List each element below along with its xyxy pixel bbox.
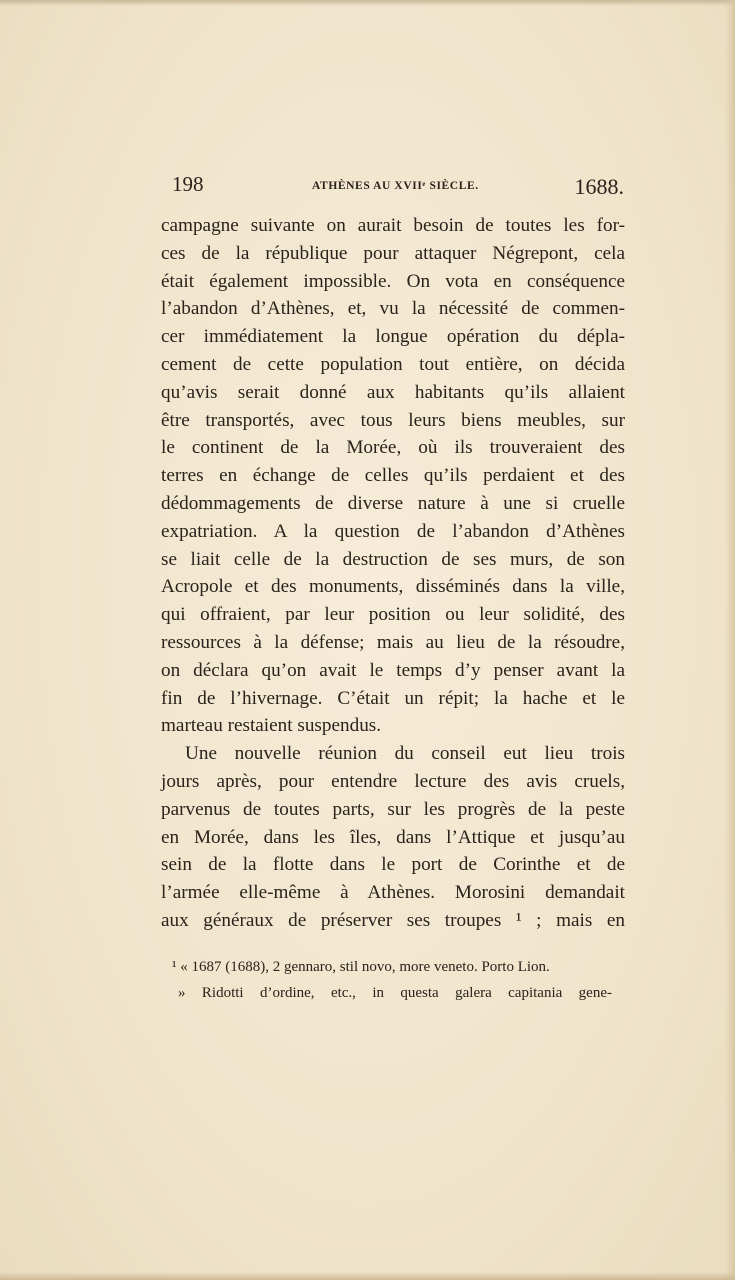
text-line: jours après, pour entendre lecture des avis cruels,	[161, 770, 625, 792]
footnote-line: ¹ « 1687 (1688), 2 gennaro, stil novo, more veneto. Porto Lion.	[172, 959, 550, 975]
text-line: était également impossible. On vota en conséquence	[161, 270, 625, 292]
text-line: on déclara qu’on avait le temps d’y penser avant la	[161, 659, 625, 681]
text-line: l’armée elle-même à Athènes. Morosini demandait	[161, 882, 625, 904]
text-line: terres en échange de celles qu’ils perdaient et des	[161, 465, 625, 487]
text-line: fin de l’hivernage. C’était un répit; la hache et le	[161, 687, 625, 709]
text-line: qui offraient, par leur position ou leur solidité, des	[161, 604, 625, 626]
page-edge-bottom	[0, 1272, 735, 1280]
header-year: 1688.	[574, 174, 624, 199]
text-line: campagne suivante on aurait besoin de toutes les for-	[161, 215, 625, 236]
paragraph-first-line: Une nouvelle réunion du conseil eut lieu trois	[185, 743, 625, 765]
text-line: Acropole et des monuments, disséminés dans la ville,	[161, 576, 625, 598]
text-line: expatriation. A la question de l’abandon d’Athènes	[161, 520, 625, 542]
text-line: aux généraux de préserver ses troupes ¹ ; mais en	[161, 909, 625, 931]
text-line: cer immédiatement la longue opération du dépla-	[161, 326, 625, 348]
page-number: 198	[172, 172, 204, 196]
footnote-line: » Ridotti d’ordine, etc., in questa galera capitania gene-	[178, 985, 612, 1001]
running-title: ATHÈNES AU XVIIᵉ SIÈCLE.	[312, 180, 479, 192]
text-line: ces de la république pour attaquer Négrepont, cela	[161, 242, 625, 264]
text-line: en Morée, dans les îles, dans l’Attique et jusqu’au	[161, 826, 625, 848]
page-header	[172, 170, 624, 202]
text-line: ressources à la défense; mais au lieu de la résoudre,	[161, 631, 625, 653]
body-text	[161, 212, 625, 935]
paragraph-last-line: marteau restaient suspendus.	[161, 715, 382, 737]
text-line: qu’avis serait donné aux habitants qu’ils allaient	[161, 381, 625, 403]
text-line: se liait celle de la destruction de ses murs, de son	[161, 548, 625, 570]
text-line: être transportés, avec tous leurs biens meubles, sur	[161, 409, 625, 431]
text-line: parvenus de toutes parts, sur les progrès de la peste	[161, 798, 625, 820]
page-edge-right	[725, 0, 735, 1280]
text-line: le continent de la Morée, où ils trouveraient des	[161, 437, 625, 459]
footnotes	[172, 954, 612, 1006]
text-line: sein de la flotte dans le port de Corinthe et de	[161, 854, 625, 876]
text-line: l’abandon d’Athènes, et, vu la nécessité de commen-	[161, 298, 625, 320]
text-line: dédommagements de diverse nature à une si cruelle	[161, 492, 625, 514]
text-line: cement de cette population tout entière, on décida	[161, 353, 625, 375]
page-edge-top	[0, 0, 735, 6]
